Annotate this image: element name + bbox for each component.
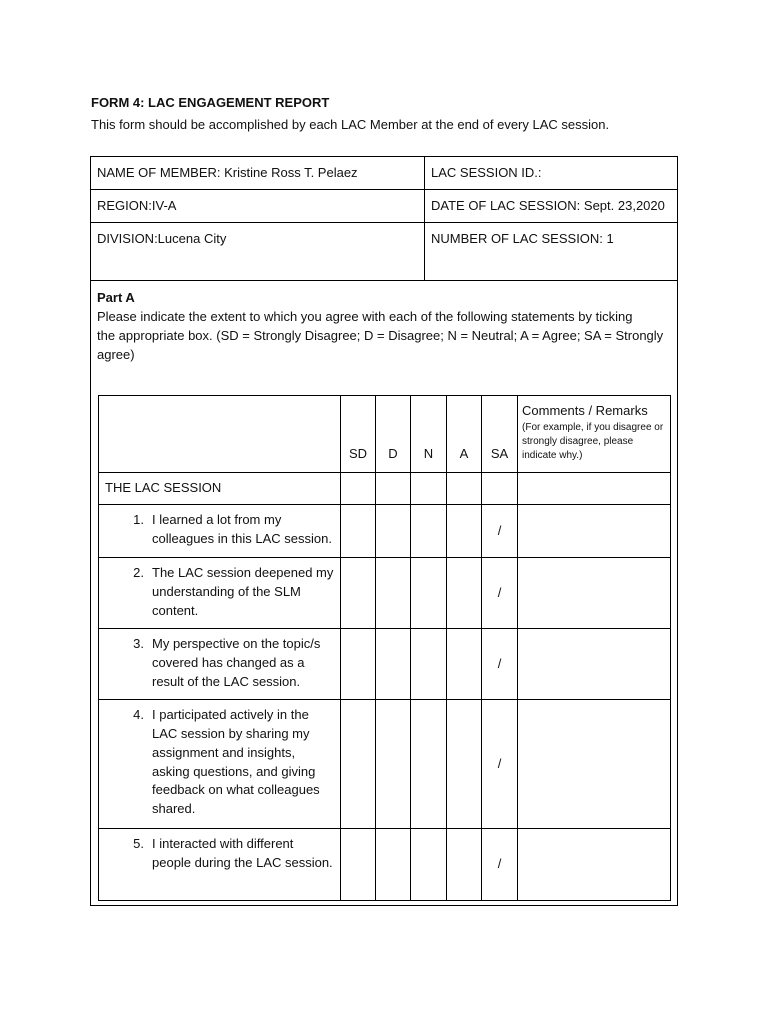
session-date: DATE OF LAC SESSION: Sept. 23,2020 <box>425 190 678 223</box>
d-cell[interactable] <box>376 700 411 829</box>
table-row <box>99 829 671 901</box>
cell[interactable] <box>447 473 482 505</box>
member-name: NAME OF MEMBER: Kristine Ross T. Pelaez <box>91 157 425 190</box>
part-a-line-2: the appropriate box. (SD = Strongly Disagree; D = Disagree; N = Neutral; A = Agree; SA = Strongly agree) <box>97 327 664 362</box>
sd-cell[interactable] <box>341 700 376 829</box>
cell[interactable] <box>376 473 411 505</box>
statement-number: 4. <box>133 707 144 722</box>
cell[interactable] <box>482 473 518 505</box>
cell[interactable] <box>411 473 447 505</box>
statement-text: My perspective on the topic/s covered has changed as a result of the LAC session. <box>152 636 321 689</box>
table-row <box>99 700 671 829</box>
n-cell[interactable] <box>411 829 447 901</box>
part-a-instructions <box>91 281 677 364</box>
cell[interactable] <box>341 473 376 505</box>
d-cell[interactable] <box>376 629 411 700</box>
member-info-table <box>91 157 677 281</box>
comments-title: Comments / Remarks <box>522 403 648 418</box>
region: REGION:IV-A <box>91 190 425 223</box>
statement-number: 3. <box>133 636 144 651</box>
form-title: FORM 4: LAC ENGAGEMENT REPORT <box>91 95 330 110</box>
form-intro: This form should be accomplished by each LAC Member at the end of every LAC session. <box>91 117 610 132</box>
table-row <box>99 629 671 700</box>
a-cell[interactable] <box>447 505 482 558</box>
scale-sd: SD <box>341 396 376 473</box>
sa-tick[interactable]: / <box>482 558 518 629</box>
d-cell[interactable] <box>376 829 411 901</box>
statement-number: 1. <box>133 512 144 527</box>
a-cell[interactable] <box>447 829 482 901</box>
sa-tick[interactable]: / <box>482 629 518 700</box>
part-a-line-1: Please indicate the extent to which you agree with each of the following statements by ticking <box>97 308 633 324</box>
scale-a: A <box>447 396 482 473</box>
sa-tick[interactable]: / <box>482 700 518 829</box>
n-cell[interactable] <box>411 700 447 829</box>
statement-text: I learned a lot from my colleagues in this LAC session. <box>152 512 332 546</box>
sd-cell[interactable] <box>341 558 376 629</box>
comment-cell[interactable] <box>518 473 671 505</box>
comments-note: (For example, if you disagree or strongly disagree, please indicate why.) <box>522 421 664 461</box>
comment-cell[interactable] <box>518 700 671 829</box>
sd-cell[interactable] <box>341 829 376 901</box>
part-a-heading: Part A <box>97 290 135 305</box>
statement-number: 5. <box>133 836 144 851</box>
comments-header <box>518 396 671 473</box>
statement-text: The LAC session deepened my understanding of the SLM content. <box>152 565 334 618</box>
table-row <box>99 558 671 629</box>
sa-tick[interactable]: / <box>482 505 518 558</box>
statement-header <box>99 396 341 473</box>
comment-cell[interactable] <box>518 558 671 629</box>
n-cell[interactable] <box>411 505 447 558</box>
statement-number: 2. <box>133 565 144 580</box>
d-cell[interactable] <box>376 558 411 629</box>
d-cell[interactable] <box>376 505 411 558</box>
comment-cell[interactable] <box>518 629 671 700</box>
comment-cell[interactable] <box>518 829 671 901</box>
n-cell[interactable] <box>411 558 447 629</box>
statement-text: I interacted with different people during the LAC session. <box>152 836 333 870</box>
table-row <box>99 505 671 558</box>
session-id: LAC SESSION ID.: <box>425 157 678 190</box>
a-cell[interactable] <box>447 700 482 829</box>
scale-n: N <box>411 396 447 473</box>
comment-cell[interactable] <box>518 505 671 558</box>
a-cell[interactable] <box>447 629 482 700</box>
sa-tick[interactable]: / <box>482 829 518 901</box>
division: DIVISION:Lucena City <box>91 223 425 281</box>
scale-sa: SA <box>482 396 518 473</box>
sd-cell[interactable] <box>341 629 376 700</box>
form-box <box>90 156 678 906</box>
statement-text: I participated actively in the LAC session by sharing my assignment and insights, asking questions, and giving feedback on what colleagues shared. <box>152 707 320 817</box>
sd-cell[interactable] <box>341 505 376 558</box>
session-number: NUMBER OF LAC SESSION: 1 <box>425 223 678 281</box>
scale-d: D <box>376 396 411 473</box>
a-cell[interactable] <box>447 558 482 629</box>
section-label: THE LAC SESSION <box>99 473 341 505</box>
n-cell[interactable] <box>411 629 447 700</box>
survey-table <box>98 395 671 901</box>
